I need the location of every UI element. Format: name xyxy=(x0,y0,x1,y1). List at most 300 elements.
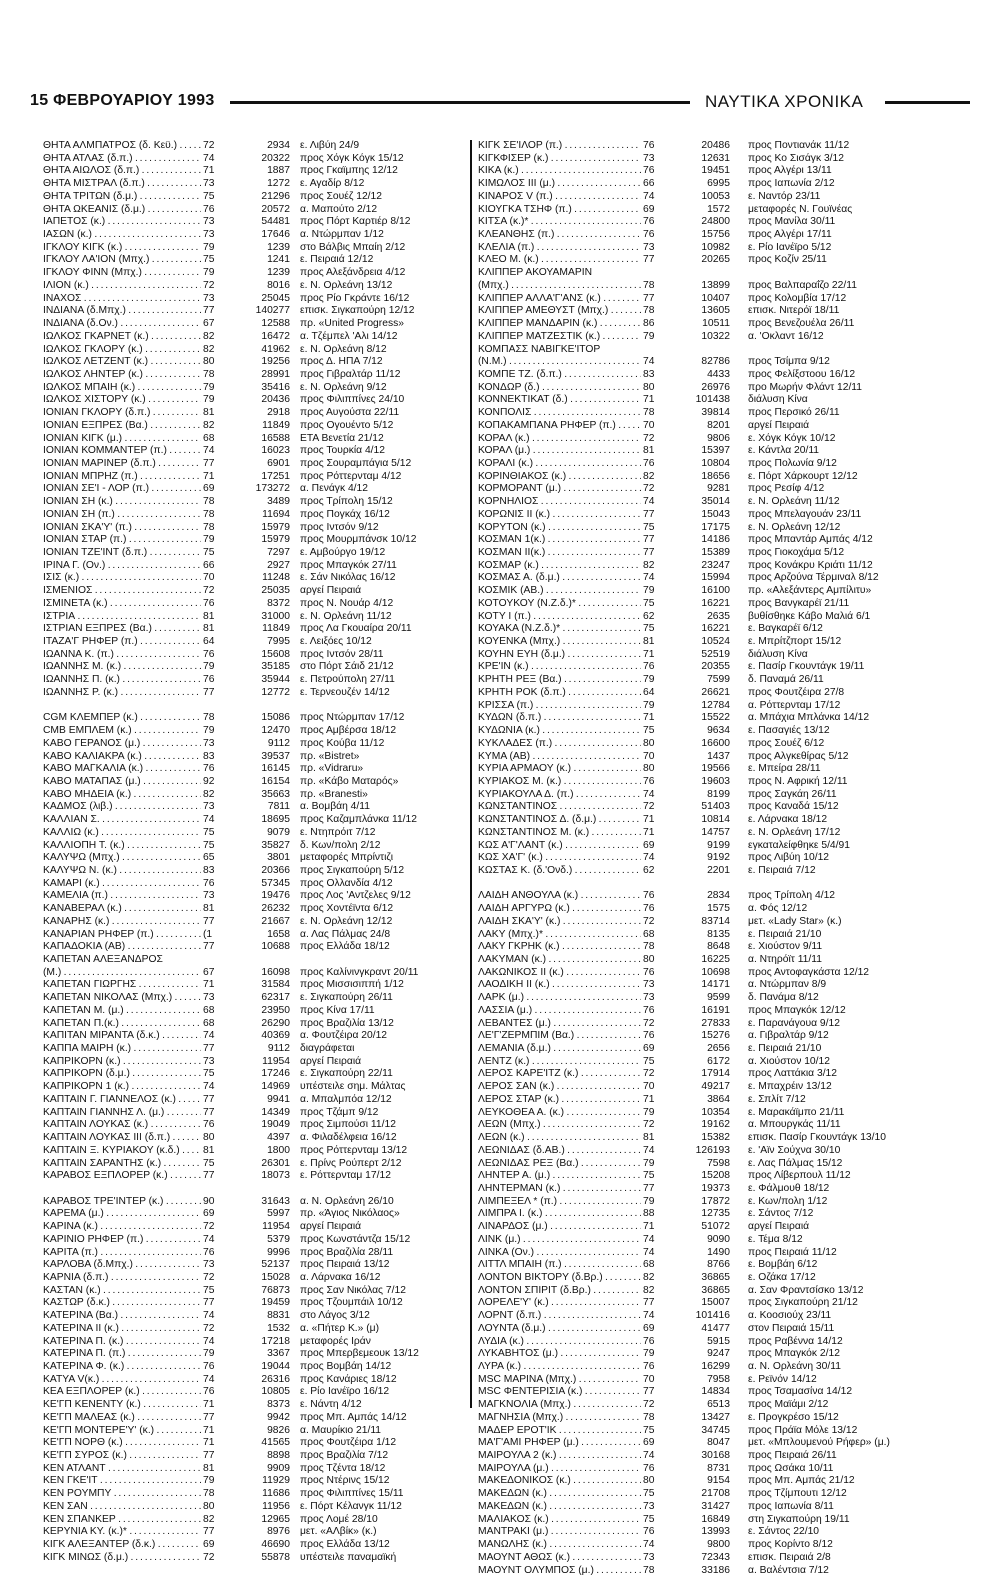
build-year: 74 xyxy=(643,1234,665,1247)
build-year: 71 xyxy=(643,1221,665,1234)
ship-name: ΘΗΤΑ ΩΚΕΑΝΙΣ (δ.μ.) . . . xyxy=(43,204,201,217)
tonnage: 10698 xyxy=(670,967,730,980)
tonnage: 16221 xyxy=(670,623,730,636)
tonnage: 15979 xyxy=(230,534,290,547)
ship-name: ΚΑΠΡΙΚΟΡΝ 1 (κ.) . . . xyxy=(43,1081,201,1094)
build-year: 72 xyxy=(643,1399,665,1412)
ship-status: ε. Αμβούργο 19/12 xyxy=(300,547,450,560)
ship-entry-row xyxy=(478,827,973,840)
ship-name: ΚΑΛΛΙΑΝ Σ. . . . xyxy=(43,814,201,827)
ship-status: ε. Τέμα 8/12 xyxy=(748,1234,973,1247)
build-year: 77 xyxy=(203,458,225,471)
ship-name: ΚΑΠΤΑΙΝ Ξ. ΚΥΡΙΑΚΟΥ (κ.δ.) . . . xyxy=(43,1145,201,1158)
tonnage: 15389 xyxy=(670,547,730,560)
build-year: 76 xyxy=(203,1386,225,1399)
ship-name: ΙΩΛΚΟΣ ΜΠΑΙΗ (κ.) . . . xyxy=(43,382,201,395)
ship-name: ΚΟΣΜΑΝ 1(κ.) . . . xyxy=(478,534,641,547)
ship-status: ε. Χιούστον 9/11 xyxy=(748,941,973,954)
ship-entry-row xyxy=(43,1132,448,1145)
ship-status: πρ. «United Progress» xyxy=(300,318,450,331)
tonnage: 8016 xyxy=(230,280,290,293)
ship-entry-row xyxy=(43,1310,448,1323)
ship-status: προς Ν. Αφρική 12/11 xyxy=(748,776,973,789)
ship-name: ΚΑΠΕΤΑΝ ΑΛΕΞΑΝΔΡΟΣ xyxy=(43,954,258,967)
ship-name: ΚΩΣΤΑΣ Κ. (δ.'Ονδ.) . . . xyxy=(478,865,641,878)
ship-name: ΚΙΜΩΛΟΣ ΙΙΙ (μ.) . . . xyxy=(478,178,641,191)
ship-name: ΚΟΤΥ Ι (π.) . . . xyxy=(478,611,641,624)
ship-list-right-column xyxy=(470,140,973,1408)
ship-name: ΛΑΙΔΗ ΑΝΘΟΥΛΑ (κ.) . . . xyxy=(478,890,641,903)
build-year: 79 xyxy=(203,242,225,255)
tonnage: 16472 xyxy=(230,331,290,344)
build-year: 78 xyxy=(203,369,225,382)
ship-status: προς Φιλιππίνες 15/11 xyxy=(300,1488,450,1501)
ship-entry-row xyxy=(478,1526,973,1539)
ship-name: ΙΓΚΛΟΥ ΦΙΝΝ (Μπχ.) . . . xyxy=(43,267,201,280)
ship-entry-row xyxy=(43,1297,448,1310)
build-year: 80 xyxy=(643,954,665,967)
ship-entry-row xyxy=(478,1119,973,1132)
ship-status: προς Αλεξάνδρεια 4/12 xyxy=(300,267,450,280)
ship-entry-row xyxy=(43,547,448,560)
ship-entry-row xyxy=(43,979,448,992)
ship-entry-row xyxy=(43,1475,448,1488)
ship-entry-row xyxy=(43,267,448,280)
build-year: 78 xyxy=(203,1488,225,1501)
tonnage: 9112 xyxy=(230,738,290,751)
ship-status: ε. Πειραιά 21/10 xyxy=(748,929,973,942)
ship-status: ε. Βαγκαρέϊ 6/12 xyxy=(748,623,973,636)
build-year: 78 xyxy=(203,509,225,522)
build-year: 65 xyxy=(203,852,225,865)
ship-entry-row xyxy=(478,661,973,674)
build-year: 81 xyxy=(203,611,225,624)
tonnage: 9806 xyxy=(670,433,730,446)
ship-name: ΙΟΝΙΑΝ ΚΟΜΜΑΝΤΕΡ (π.) . . . xyxy=(43,445,201,458)
ship-name: ΙΝΔΙΑΝΑ (δ.Ον.) . . . xyxy=(43,318,201,331)
ship-entry-row xyxy=(478,1514,973,1527)
ship-entry-row xyxy=(478,611,973,624)
tonnage: 17218 xyxy=(230,1336,290,1349)
ship-name: ΛΥΡΑ (κ.) . . . xyxy=(478,1361,641,1374)
ship-name: ΛΕΡΟΣ ΚΑΡΕ'ΙΤΖ (κ.) . . . xyxy=(478,1068,641,1081)
build-year: 75 xyxy=(643,1170,665,1183)
ship-entry-row xyxy=(43,649,448,662)
ship-entry-row xyxy=(478,776,973,789)
header-rule-right xyxy=(885,101,970,104)
build-year: 75 xyxy=(203,1285,225,1298)
ship-entry-row xyxy=(43,1361,448,1374)
ship-entry-row xyxy=(478,420,973,433)
tonnage: 9281 xyxy=(670,483,730,496)
build-year: 69 xyxy=(203,1208,225,1221)
tonnage: 17246 xyxy=(230,1068,290,1081)
ship-name: ΚΑΒΟ ΜΑΓΚΑΛΙΑ (κ.) . . . xyxy=(43,763,201,776)
ship-entry-row xyxy=(43,280,448,293)
tonnage: 9599 xyxy=(670,992,730,1005)
tonnage: 20265 xyxy=(670,254,730,267)
tonnage: 35014 xyxy=(670,496,730,509)
ship-list-left-column xyxy=(43,140,448,1577)
ship-status: υπέστειλε σημ. Μάλτας xyxy=(300,1081,450,1094)
ship-name: ΚΥΔΩΝ (δ.π.) . . . xyxy=(478,712,641,725)
ship-status: προς Μουρμπάνσκ 10/12 xyxy=(300,534,450,547)
tonnage: 57345 xyxy=(230,878,290,891)
ship-status: ε. Σιγκαπούρη 22/11 xyxy=(300,1068,450,1081)
tonnage: 2918 xyxy=(230,407,290,420)
ship-entry-row xyxy=(478,1437,973,1450)
ship-entry-row xyxy=(478,738,973,751)
ship-name: ΛΕΩΝ (Μπχ.) . . . xyxy=(478,1119,641,1132)
tonnage: 17646 xyxy=(230,229,290,242)
tonnage: 51403 xyxy=(670,801,730,814)
ship-entry-row xyxy=(43,471,448,484)
ship-entry-row xyxy=(43,1348,448,1361)
tonnage: 12735 xyxy=(670,1208,730,1221)
tonnage: 8831 xyxy=(230,1310,290,1323)
ship-status: ε. Προγκρέσο 15/12 xyxy=(748,1412,973,1425)
build-year: 74 xyxy=(203,1081,225,1094)
tonnage: 15276 xyxy=(670,1030,730,1043)
build-year: 73 xyxy=(203,216,225,229)
tonnage: 55878 xyxy=(230,1552,290,1565)
ship-name: ΙΩΛΚΟΣ ΧΙΣΤΟΡΥ (κ.) . . . xyxy=(43,394,201,407)
ship-name: ΚΛΕΑΝΘΗΣ (π.) . . . xyxy=(478,229,641,242)
build-year: 77 xyxy=(203,1107,225,1120)
tonnage: 26232 xyxy=(230,903,290,916)
ship-name: ΚΑΠΡΙΚΟΡΝ (δ.μ.) . . . xyxy=(43,1068,201,1081)
tonnage: 1575 xyxy=(670,903,730,916)
ship-name: ΚΕ'ΓΠ ΚΕΝΕΝΤΥ (κ.) . . . xyxy=(43,1399,201,1412)
build-year: 80 xyxy=(643,738,665,751)
tonnage: 41477 xyxy=(670,1323,730,1336)
build-year: 78 xyxy=(643,941,665,954)
ship-name: ΚΑΠΕΤΑΝ ΝΙΚΟΛΑΣ (Μπχ.) . . . xyxy=(43,992,201,1005)
ship-entry-row xyxy=(478,1539,973,1552)
build-year: 76 xyxy=(643,1030,665,1043)
ship-entry-row xyxy=(43,1450,448,1463)
ship-entry-row xyxy=(43,776,448,789)
build-year: 77 xyxy=(643,254,665,267)
ship-name: ΜΑΝΤΡΑΚΙ (μ.) . . . xyxy=(478,1526,641,1539)
build-year: 77 xyxy=(643,1386,665,1399)
build-year: 62 xyxy=(643,611,665,624)
ship-entry-row xyxy=(478,1170,973,1183)
ship-entry-row xyxy=(478,585,973,598)
ship-name: ΚΩΝΣΤΑΝΤΙΝΟΣ Δ. (δ.μ.) . . . xyxy=(478,814,641,827)
build-year: 69 xyxy=(643,1323,665,1336)
ship-status: α. Ντηρόϊτ 11/11 xyxy=(748,954,973,967)
ship-name: ΚΛΕΟ Μ. (κ.) . . . xyxy=(478,254,641,267)
ship-entry-row xyxy=(43,1119,448,1132)
ship-entry-row xyxy=(43,140,448,153)
tonnage: 19451 xyxy=(670,165,730,178)
ship-entry-row xyxy=(43,356,448,369)
ship-status: ΕΤΑ Βενετία 21/12 xyxy=(300,433,450,446)
tonnage: 9247 xyxy=(670,1348,730,1361)
ship-name: ΚΑΣΤΑΝ (κ.) . . . xyxy=(43,1285,201,1298)
tonnage: 41962 xyxy=(230,344,290,357)
build-year: 73 xyxy=(643,242,665,255)
ship-name: ΚΛΙΠΠΕΡ ΑΜΕΘΥΣΤ (Μπχ.) . . . xyxy=(478,305,641,318)
tonnage: 25045 xyxy=(230,293,290,306)
ship-status: προς Αμβέρσα 18/12 xyxy=(300,725,450,738)
build-year: 81 xyxy=(643,1132,665,1145)
tonnage: 25035 xyxy=(230,585,290,598)
ship-status: ε. Ρεϊνόν 14/12 xyxy=(748,1374,973,1387)
tonnage: 18695 xyxy=(230,814,290,827)
ship-entry-row xyxy=(43,585,448,598)
ship-status: προς Ν. Νουάρ 4/12 xyxy=(300,598,450,611)
tonnage: 6901 xyxy=(230,458,290,471)
ship-name: ΙΓΚΛΟΥ ΛΑ'ΙΟΝ (Μπχ.) . . . xyxy=(43,254,201,267)
ship-name: ΚΑΠΕΤΑΝ ΓΙΩΡΓΗΣ . . . xyxy=(43,979,201,992)
tonnage: 15086 xyxy=(230,712,290,725)
ship-status: προς Χοντέϊντα 6/12 xyxy=(300,903,450,916)
build-year: 72 xyxy=(203,140,225,153)
ship-entry-row xyxy=(43,827,448,840)
build-year: 81 xyxy=(203,407,225,420)
ship-name: MSC ΦΕΝΤΕΡΙΣΙΑ (κ.) . . . xyxy=(478,1386,641,1399)
ship-name: ΚΡΗΤΗ ΡΟΚ (δ.π.) . . . xyxy=(478,687,641,700)
tonnage: 7811 xyxy=(230,801,290,814)
ship-entry-row xyxy=(478,382,973,395)
ship-name: ΛΕΡΟΣ ΣΑΝ (κ.) . . . xyxy=(478,1081,641,1094)
tonnage: 15007 xyxy=(670,1297,730,1310)
ship-entry-row xyxy=(43,1056,448,1069)
ship-entry-row xyxy=(43,967,448,980)
ship-status: προς Μπαγκόκ 27/11 xyxy=(300,560,450,573)
tonnage: 11849 xyxy=(230,623,290,636)
ship-name: ΛΕΩΝΙΔΑΣ (δ.ΑΒ.) . . . xyxy=(478,1145,641,1158)
tonnage: 35827 xyxy=(230,840,290,853)
ship-entry-row xyxy=(478,534,973,547)
build-year: 72 xyxy=(203,1221,225,1234)
tonnage: 26316 xyxy=(230,1374,290,1387)
ship-entry-row xyxy=(478,318,973,331)
ship-name: ΜΑΙΡΟΥΛΑ (μ.) . . . xyxy=(478,1463,641,1476)
ship-status: ε. Μπείρα 28/11 xyxy=(748,763,973,776)
ship-name: ΚΟΣΜΙΚ (ΑΒ.) . . . xyxy=(478,585,641,598)
tonnage: 1239 xyxy=(230,267,290,280)
ship-entry-row xyxy=(43,1323,448,1336)
ship-entry-row xyxy=(43,840,448,853)
ship-status: προς Τζουμπάιλ 10/12 xyxy=(300,1297,450,1310)
build-year: 73 xyxy=(643,1501,665,1514)
tonnage: 10354 xyxy=(670,1107,730,1120)
ship-status: προς Ρόττερνταμ 4/12 xyxy=(300,471,450,484)
build-year: 79 xyxy=(643,1196,665,1209)
ship-entry-row xyxy=(478,1259,973,1272)
ship-entry-row xyxy=(478,165,973,178)
ship-entry-row xyxy=(478,140,973,153)
ship-status: αργεί Πειραιά xyxy=(748,420,973,433)
ship-status: προς Περσικό 26/11 xyxy=(748,407,973,420)
ship-status: αργεί Πειραιά xyxy=(300,585,450,598)
ship-status: ε. Σιγκαπούρη 26/11 xyxy=(300,992,450,1005)
tonnage: 5915 xyxy=(670,1336,730,1349)
ship-status: προς Κωνστάντζα 15/12 xyxy=(300,1234,450,1247)
ship-name: ΛΑΚΩΝΙΚΟΣ ΙΙ (κ.) . . . xyxy=(478,967,641,980)
ship-entry-row xyxy=(478,1221,973,1234)
build-year: 76 xyxy=(643,890,665,903)
build-year: 81 xyxy=(643,636,665,649)
ship-entry-row xyxy=(478,483,973,496)
build-year: 81 xyxy=(643,445,665,458)
ship-status: επισκ. Σιγκαπούρη 12/12 xyxy=(300,305,450,318)
build-year: 64 xyxy=(203,636,225,649)
build-year: 74 xyxy=(643,789,665,802)
header-rule-left xyxy=(230,101,690,104)
ship-entry-row xyxy=(478,522,973,535)
build-year: 76 xyxy=(203,1119,225,1132)
tonnage: 26621 xyxy=(670,687,730,700)
ship-entry-row xyxy=(478,674,973,687)
ship-status: ε. Σάν Νικόλας 16/12 xyxy=(300,572,450,585)
ship-status: επισκ. Πασίρ Γκουντάγκ 13/10 xyxy=(748,1132,973,1145)
build-year: 74 xyxy=(643,852,665,865)
ship-name: ΚΑΡΙΤΑ (π.) . . . xyxy=(43,1247,201,1260)
ship-status: προς Πογκάχ 16/12 xyxy=(300,509,450,522)
ship-entry-row xyxy=(43,789,448,802)
ship-entry-row xyxy=(43,890,448,903)
ship-entry-row xyxy=(43,712,448,725)
ship-name: ΚΕΝ ΓΚΕ'ΙΤ . . . xyxy=(43,1475,201,1488)
ship-name: ΚΩΝΣΤΑΝΤΙΝΟΣ Μ. (κ.) . . . xyxy=(478,827,641,840)
build-year: 74 xyxy=(203,1310,225,1323)
ship-entry-row xyxy=(478,1234,973,1247)
ship-name: ΛΑΟΔΙΚΗ ΙΙ (κ.) . . . xyxy=(478,979,641,992)
tonnage: 11929 xyxy=(230,1475,290,1488)
ship-status: προς Ιντσόν 9/12 xyxy=(300,522,450,535)
build-year: 73 xyxy=(203,1259,225,1272)
build-year: 71 xyxy=(643,712,665,725)
ship-status: ε. Ρίο Ιανέϊρο 5/12 xyxy=(748,242,973,255)
tonnage: 8372 xyxy=(230,598,290,611)
ship-status: επισκ. Πειραιά 2/8 xyxy=(748,1552,973,1565)
tonnage: 26976 xyxy=(670,382,730,395)
ship-status: προς Βαλπαραΐζο 22/11 xyxy=(748,280,973,293)
ship-entry-row xyxy=(478,1030,973,1043)
build-year: 76 xyxy=(203,763,225,776)
ship-entry-row xyxy=(478,496,973,509)
ship-status: ε. Πρίνς Ρούπερτ 2/12 xyxy=(300,1158,450,1171)
tonnage: 46690 xyxy=(230,1539,290,1552)
ship-status: προς Μπαγκόκ 2/12 xyxy=(748,1348,973,1361)
ship-name: ΚΑΠΕΤΑΝ Π.(κ.) . . . xyxy=(43,1018,201,1031)
tonnage: 10322 xyxy=(670,331,730,344)
ship-entry-row xyxy=(43,1170,448,1183)
ship-status: αργεί Πειραιά xyxy=(748,1221,973,1234)
ship-name: ΚΑΛΛΙΟΠΗ Τ. (κ.) . . . xyxy=(43,840,201,853)
ship-status: α. Βομβάη 4/11 xyxy=(300,801,450,814)
build-year: 77 xyxy=(643,293,665,306)
ship-entry-row xyxy=(43,254,448,267)
build-year: 75 xyxy=(643,1056,665,1069)
ship-status: δ. Παναμά 26/11 xyxy=(748,674,973,687)
build-year: 76 xyxy=(203,878,225,891)
ship-status: μετ. «Lady Star» (κ.) xyxy=(748,916,973,929)
ship-name: ΚΩΣ Α'Γ'ΛΑΝΤ (κ.) . . . xyxy=(478,840,641,853)
tonnage: 14349 xyxy=(230,1107,290,1120)
build-year: 73 xyxy=(643,992,665,1005)
ship-name: ΚΕΝ ΡΟΥΜΠΥ . . . xyxy=(43,1488,201,1501)
build-year: 80 xyxy=(203,1132,225,1145)
ship-status: α. Ν. Ορλεάνη 30/11 xyxy=(748,1361,973,1374)
build-year: 64 xyxy=(643,687,665,700)
ship-name: ΘΗΤΑ ΜΙΣΤΡΑΛ (δ.π.) . . . xyxy=(43,178,201,191)
ship-entry-row xyxy=(43,153,448,166)
build-year: 73 xyxy=(203,1056,225,1069)
ship-status: προς Μισσισιππή 1/12 xyxy=(300,979,450,992)
tonnage: 15994 xyxy=(670,572,730,585)
ship-entry-row xyxy=(43,1552,448,1565)
build-year: 75 xyxy=(203,827,225,840)
tonnage: 19049 xyxy=(230,1119,290,1132)
ship-name: ΜΑΓΝΗΣΙΑ (Μπχ.) . . . xyxy=(478,1412,641,1425)
ship-status: διάλυση Κίνα xyxy=(748,649,973,662)
ship-name: ΛΟΡΕΛΕ'Υ' (κ.) . . . xyxy=(478,1297,641,1310)
ship-name: ΛΑΚΥ ΓΚΡΗΚ (κ.) . . . xyxy=(478,941,641,954)
ship-entry-row xyxy=(43,433,448,446)
ship-status: προς Σαν Νικόλας 7/12 xyxy=(300,1285,450,1298)
build-year: 78 xyxy=(203,496,225,509)
ship-entry-row xyxy=(43,496,448,509)
build-year: 72 xyxy=(203,1323,225,1336)
tonnage: 1800 xyxy=(230,1145,290,1158)
build-year: 77 xyxy=(643,1183,665,1196)
build-year: 69 xyxy=(643,1043,665,1056)
build-year: 80 xyxy=(203,1501,225,1514)
ship-status: προς Ελλάδα 18/12 xyxy=(300,941,450,954)
tonnage: 16023 xyxy=(230,445,290,458)
ship-status: στον Πειραιά 15/11 xyxy=(748,1323,973,1336)
build-year: 72 xyxy=(643,1018,665,1031)
ship-name: ΚΑΛΛΙΩ (κ.) . . . xyxy=(43,827,201,840)
ship-name: ΚΑΒΟ ΜΑΤΑΠΑΣ (μ.) . . . xyxy=(43,776,201,789)
ship-name: ΚΙΝΑΡΟΣ V (π.) . . . xyxy=(478,191,641,204)
tonnage: 8047 xyxy=(670,1437,730,1450)
ship-status: α. Γιβραλτάρ 9/12 xyxy=(748,1030,973,1043)
ship-name: ΚΕΑ ΕΞΠΛΟΡΕΡ (κ.) . . . xyxy=(43,1386,201,1399)
ship-name: ΚΙΚΑ (κ.) . . . xyxy=(478,165,641,178)
build-year: 71 xyxy=(203,165,225,178)
tonnage: 8373 xyxy=(230,1399,290,1412)
ship-status: προς Κολομβία 17/12 xyxy=(748,293,973,306)
ship-name: ΙΟΝΙΑΝ ΣΕ'Ι - ΛΟΡ (π.) . . . xyxy=(43,483,201,496)
ship-status: ε. Νάντη 4/12 xyxy=(300,1399,450,1412)
ship-status: δ. Κων/πολη 2/12 xyxy=(300,840,450,853)
tonnage: 21708 xyxy=(670,1488,730,1501)
ship-status: ε. 'Αϊν Σούχνα 30/10 xyxy=(748,1145,973,1158)
ship-name: (Ν.Μ.) . . . xyxy=(478,356,641,369)
ship-name: ΚΟΝΝΕΚΤΙΚΑΤ (δ.) . . . xyxy=(478,394,641,407)
tonnage: 9634 xyxy=(670,725,730,738)
build-year: 66 xyxy=(203,560,225,573)
tonnage: 13899 xyxy=(670,280,730,293)
build-year: 76 xyxy=(203,1247,225,1260)
ship-status: προς Πειραιά 13/12 xyxy=(300,1259,450,1272)
ship-status: ε. Ν. Ορλεάνη 13/12 xyxy=(300,280,450,293)
build-year: 71 xyxy=(203,1399,225,1412)
build-year: 76 xyxy=(643,967,665,980)
tonnage: 10982 xyxy=(670,242,730,255)
build-year: 77 xyxy=(643,1297,665,1310)
tonnage: 7995 xyxy=(230,636,290,649)
ship-status: προς Τρίπολη 4/12 xyxy=(748,890,973,903)
tonnage: 28991 xyxy=(230,369,290,382)
ship-status: ε. Μαρακάϊμπο 21/11 xyxy=(748,1107,973,1120)
